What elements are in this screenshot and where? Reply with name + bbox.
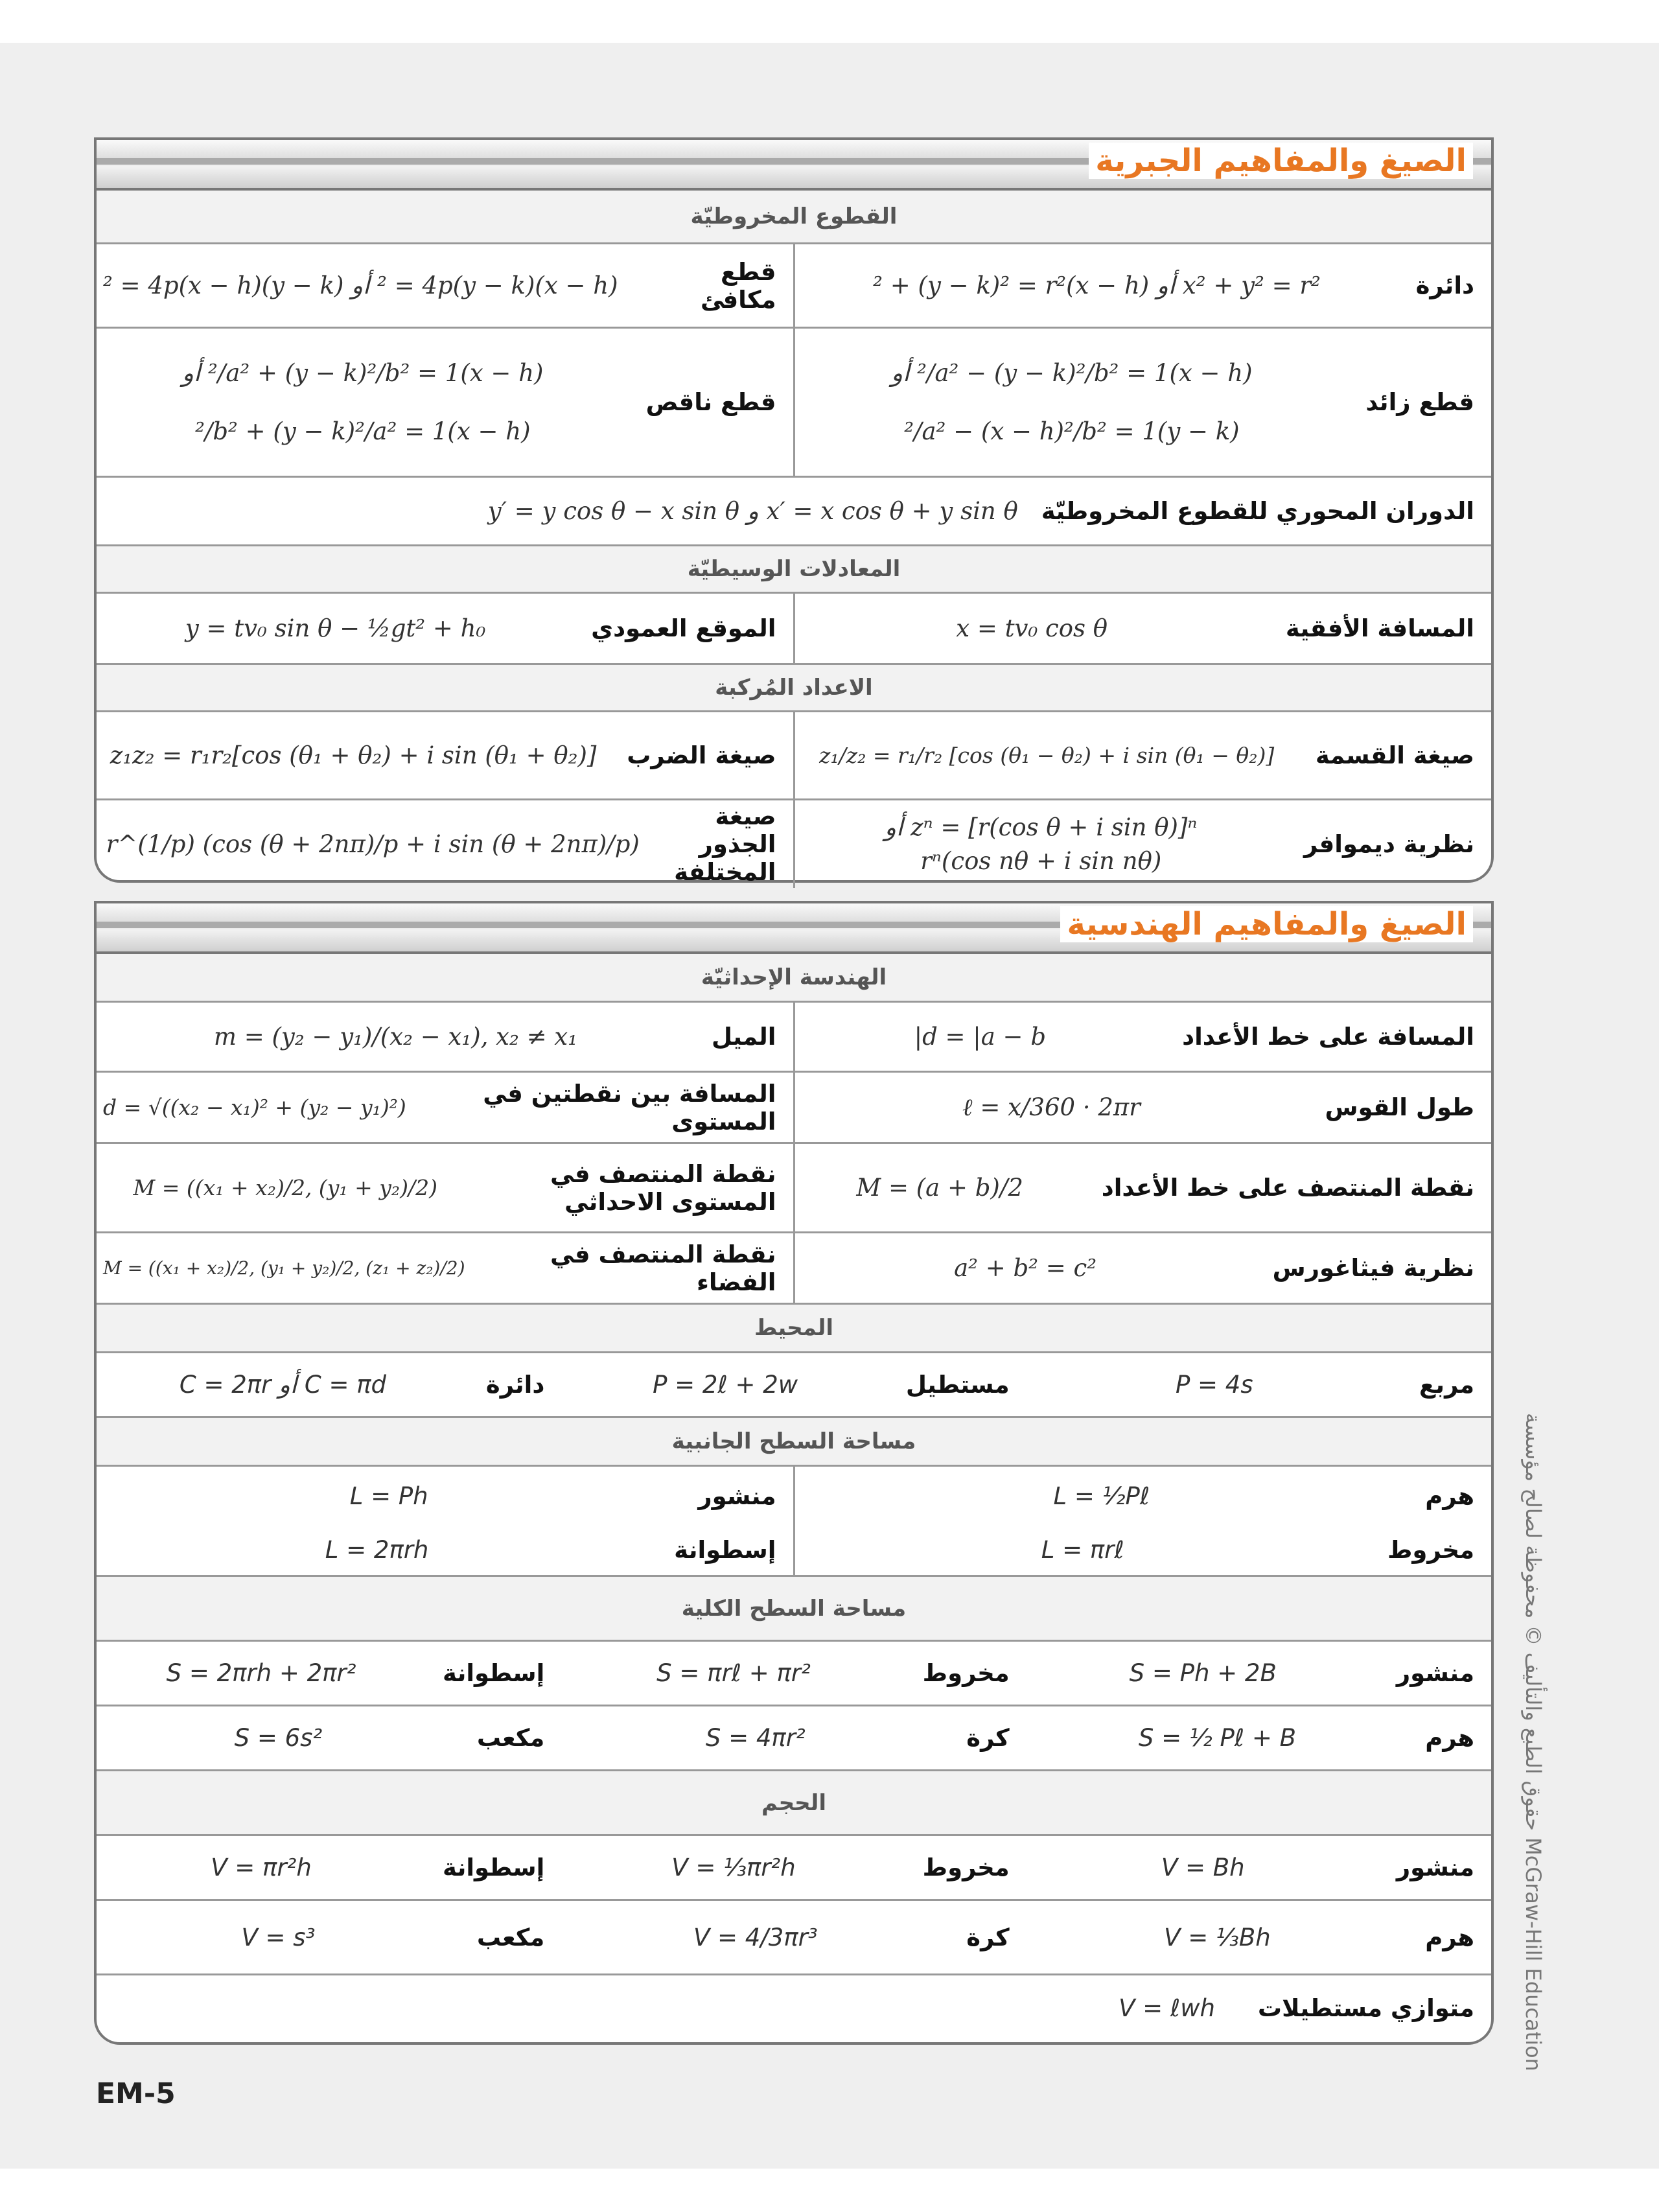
midpoint-space-label: نقطة المنتصف في الفضاء: [550, 1240, 776, 1296]
midpoint-line-label: نقطة المنتصف على خط الأعداد: [1101, 1174, 1474, 1202]
volume-prism-formula: V = Bh: [1161, 1854, 1245, 1881]
lateral-cylinder-label: إسطوانة: [674, 1536, 776, 1564]
coord-row-2: [97, 1073, 1491, 1144]
quotient-label: صيغة القسمة: [1315, 741, 1474, 769]
total-cone-formula: S = πrℓ + πr²: [656, 1659, 811, 1687]
parametric-row: [97, 594, 1491, 665]
rotation-row: [97, 478, 1491, 546]
hyperbola-label: قطع زائد: [1365, 388, 1474, 416]
complex-row-1: [97, 712, 1491, 800]
total-prism-formula: S = Ph + 2B: [1129, 1659, 1277, 1687]
pythagoras-formula: a² + b² = c²: [954, 1254, 1097, 1282]
geometry-section-title: الصيغ والمفاهيم الهندسية: [1060, 906, 1473, 942]
perimeter-row: [97, 1353, 1491, 1418]
volume-pyramid-formula: V = ⅓Bh: [1164, 1923, 1271, 1951]
demoivre-formula-2: rⁿ(cos nθ + i sin nθ): [920, 846, 1162, 875]
midpoint-line-formula: M = (a + b)/2: [856, 1174, 1023, 1202]
pythagoras-label: نظرية فيثاغورس: [1272, 1254, 1474, 1282]
total-row-1: [97, 1642, 1491, 1706]
rectangle-label: مستطيل: [905, 1371, 1010, 1399]
volume-cone-formula: V = ⅓πr²h: [671, 1854, 796, 1881]
midpoint-plane-label: نقطة المنتصف في المستوى الاحداثي: [550, 1159, 776, 1216]
total-cube-label: مكعب: [476, 1724, 545, 1752]
total-sphere-label: كرة: [966, 1724, 1010, 1752]
numline-distance-label: المسافة على خط الأعداد: [1182, 1023, 1474, 1051]
total-cube-formula: S = 6s²: [234, 1724, 323, 1752]
volume-subheader: الحجم: [97, 1771, 1491, 1836]
lateral-cylinder-formula: L = 2πrh: [325, 1536, 429, 1564]
hyperbola-formula-2: (y − k)²/a² − (x − h)²/b² = 1: [904, 417, 1240, 445]
volume-row-3: [97, 1975, 1491, 2040]
ellipse-formula-2: (x − h)²/b² + (y − k)²/a² = 1: [195, 417, 531, 445]
conics-subheader: القطوع المخروطيّة: [97, 191, 1491, 244]
plane-distance-formula: d = √((x₂ − x₁)² + (y₂ − y₁)²): [103, 1095, 406, 1120]
complex-row-2: [97, 800, 1491, 888]
roots-formula: r^(1/p) (cos (θ + 2nπ)/p + i sin (θ + 2nπ)/p): [106, 830, 640, 858]
lateral-prism-label: منشور: [698, 1482, 776, 1510]
midpoint-space-formula: M = ((x₁ + x₂)/2, (y₁ + y₂)/2, (z₁ + z₂)/2): [103, 1257, 465, 1279]
total-cylinder-label: إسطوانة: [443, 1659, 545, 1687]
ellipse-formula-1: (x − h)²/a² + (y − k)²/b² = 1 أو: [182, 358, 544, 387]
circle-formula: x² + y² = r² أو (x − h)² + (y − k)² = r²: [873, 272, 1321, 299]
lateral-pyramid-formula: L = ½Pℓ: [1053, 1482, 1150, 1510]
coord-row-1: [97, 1003, 1491, 1073]
volume-sphere-label: كرة: [966, 1923, 1010, 1951]
total-pyramid-formula: S = ½ Pℓ + B: [1138, 1724, 1296, 1752]
perimeter-subheader: المحيط: [97, 1305, 1491, 1353]
volume-row-1: [97, 1836, 1491, 1901]
circle-perimeter-label: دائرة: [485, 1371, 545, 1399]
product-formula: z₁z₂ = r₁r₂[cos (θ₁ + θ₂) + i sin (θ₁ + θ₂)]: [110, 741, 597, 769]
horizontal-distance-formula: x = tv₀ cos θ: [956, 614, 1108, 642]
volume-cone-label: مخروط: [922, 1854, 1010, 1881]
coord-subheader: الهندسة الإحداثيّة: [97, 954, 1491, 1003]
arc-length-label: طول القوس: [1325, 1093, 1474, 1121]
volume-cube-formula: V = s³: [241, 1923, 316, 1951]
rotation-formula: x′ = x cos θ + y sin θ و y′ = y cos θ − x sin θ: [487, 497, 1018, 525]
lateral-row-2: [97, 1525, 1491, 1577]
horizontal-distance-label: المسافة الأفقية: [1285, 614, 1474, 642]
slope-label: الميل: [711, 1023, 776, 1051]
square-formula: P = 4s: [1175, 1371, 1253, 1399]
slope-formula: m = (y₂ − y₁)/(x₂ − x₁), x₂ ≠ x₁: [213, 1023, 578, 1051]
volume-pyramid-label: هرم: [1425, 1923, 1474, 1951]
volume-cylinder-formula: V = πr²h: [211, 1854, 312, 1881]
midpoint-plane-formula: M = ((x₁ + x₂)/2, (y₁ + y₂)/2): [133, 1175, 438, 1200]
circle-perimeter-formula: C = πd أو C = 2πr: [179, 1371, 387, 1399]
geometry-section-header: [97, 903, 1491, 954]
parabola-formula: (x − h)² = 4p(y − k) أو (y − k)² = 4p(x − h): [103, 272, 618, 299]
quotient-formula: z₁/z₂ = r₁/r₂ [cos (θ₁ − θ₂) + i sin (θ₁ − θ₂)]: [819, 743, 1275, 768]
volume-box-label: متوازي مستطيلات: [1257, 1994, 1474, 2022]
volume-box-formula: V = ℓwh: [1119, 1994, 1215, 2022]
roots-label: صيغة الجذور المختلفة: [674, 802, 776, 886]
circle-label: دائرة: [1415, 272, 1474, 299]
volume-cube-label: مكعب: [476, 1923, 545, 1951]
arc-length-formula: ℓ = x/360 · 2πr: [962, 1093, 1141, 1121]
conics-row-2: [97, 329, 1491, 478]
conics-row-1: [97, 244, 1491, 329]
page-number: EM-5: [96, 2077, 176, 2110]
product-label: صيغة الضرب: [627, 741, 776, 769]
coord-row-4: [97, 1233, 1491, 1305]
coord-row-3: [97, 1144, 1491, 1233]
hyperbola-formula-1: (x − h)²/a² − (y − k)²/b² = 1 أو: [891, 358, 1253, 387]
vertical-position-formula: y = tv₀ sin θ − ½gt² + h₀: [185, 614, 486, 642]
numline-distance-formula: d = |a − b|: [914, 1023, 1047, 1051]
volume-sphere-formula: V = 4/3πr³: [693, 1923, 818, 1951]
total-subheader: مساحة السطح الكلية: [97, 1577, 1491, 1642]
complex-subheader: الاعداد المُركبة: [97, 665, 1491, 712]
volume-cylinder-label: إسطوانة: [443, 1854, 545, 1881]
lateral-cone-formula: L = πrℓ: [1041, 1536, 1124, 1564]
ellipse-label: قطع ناقص: [645, 388, 776, 416]
algebra-section-header: [97, 140, 1491, 191]
total-cone-label: مخروط: [922, 1659, 1010, 1687]
rotation-label: الدوران المحوري للقطوع المخروطيّة: [1041, 497, 1474, 525]
algebra-section: [94, 137, 1494, 886]
lateral-cone-label: مخروط: [1387, 1536, 1474, 1564]
square-label: مربع: [1419, 1371, 1474, 1399]
geometry-section: [94, 901, 1494, 2045]
plane-distance-label: المسافة بين نقطتين في المستوى: [483, 1079, 776, 1135]
copyright-notice: حقوق الطبع والتأليف © محفوظة لصالح مؤسسة McGraw-Hill Education: [1521, 1413, 1546, 2071]
volume-prism-label: منشور: [1396, 1854, 1474, 1881]
rectangle-formula: P = 2ℓ + 2w: [653, 1371, 798, 1399]
lateral-pyramid-label: هرم: [1425, 1482, 1474, 1510]
lateral-row-1: [97, 1467, 1491, 1525]
parabola-label: قطع مكافئ: [701, 257, 776, 314]
demoivre-formula-1: zⁿ = [r(cos θ + i sin θ)]ⁿ أو: [885, 813, 1198, 841]
algebra-section-title: الصيغ والمفاهيم الجبرية: [1089, 143, 1473, 179]
total-pyramid-label: هرم: [1425, 1724, 1474, 1752]
lateral-subheader: مساحة السطح الجانبية: [97, 1418, 1491, 1467]
demoivre-label: نظرية ديموافر: [1304, 830, 1474, 858]
volume-row-2: [97, 1901, 1491, 1975]
vertical-position-label: الموقع العمودي: [591, 614, 776, 642]
total-prism-label: منشور: [1396, 1659, 1474, 1687]
total-sphere-formula: S = 4πr²: [705, 1724, 806, 1752]
lateral-prism-formula: L = Ph: [349, 1482, 428, 1510]
total-row-2: [97, 1706, 1491, 1771]
total-cylinder-formula: S = 2πrh + 2πr²: [166, 1659, 356, 1687]
parametric-subheader: المعادلات الوسيطيّة: [97, 546, 1491, 594]
